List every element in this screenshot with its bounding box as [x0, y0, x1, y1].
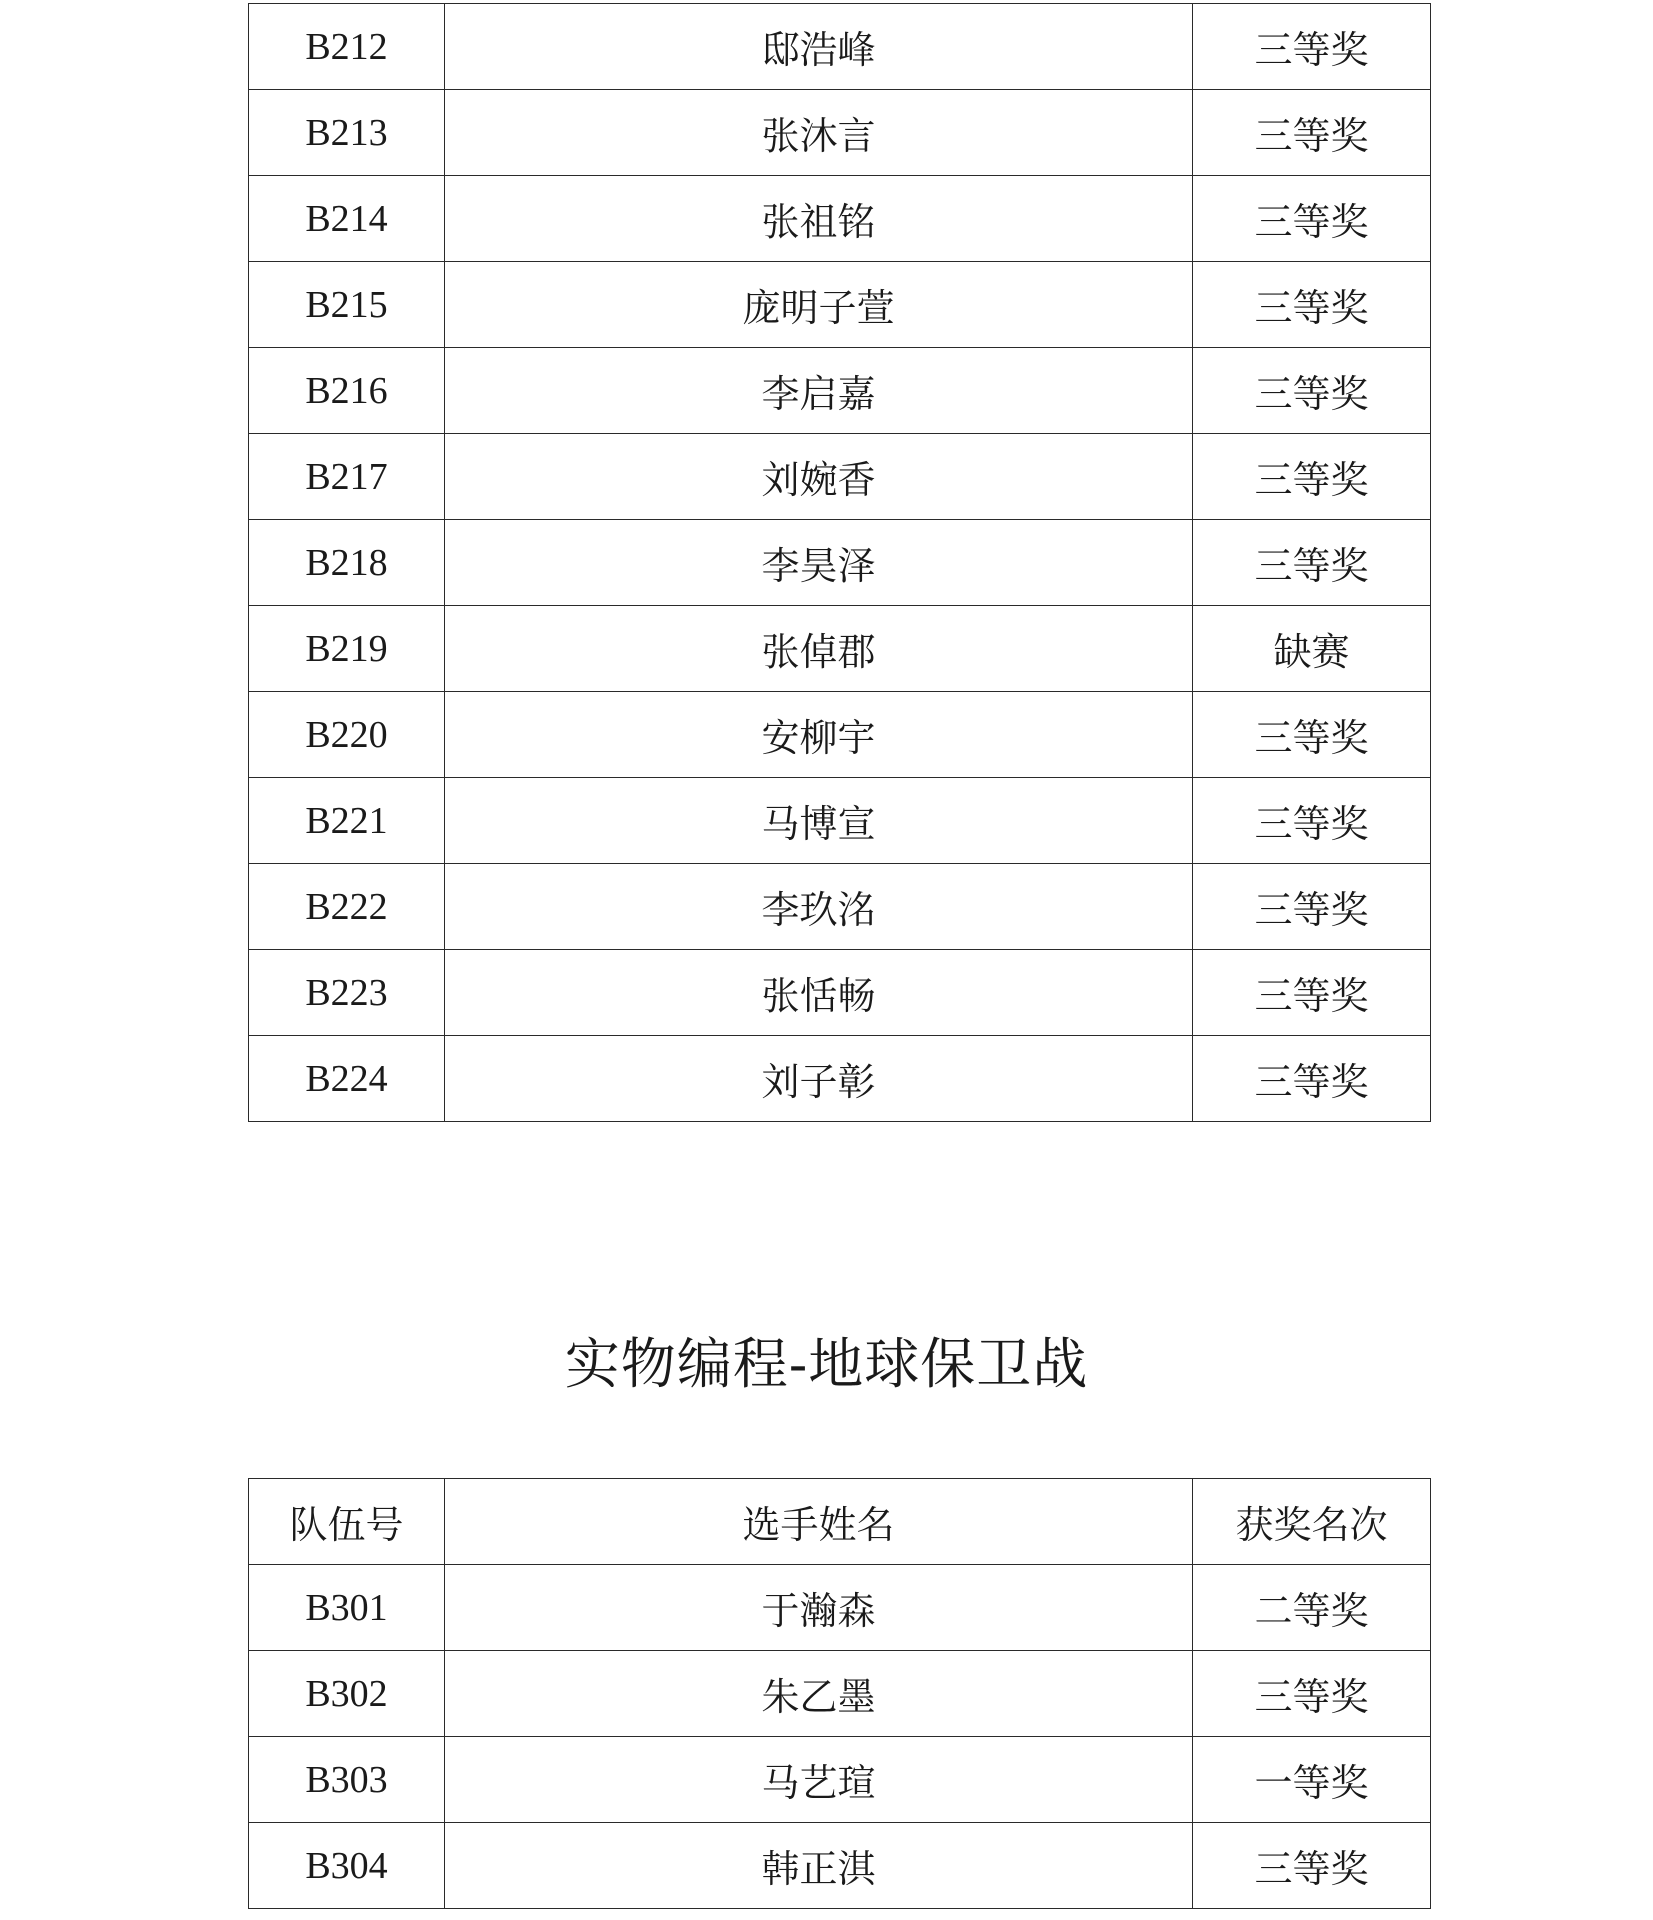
- section-title: 实物编程-地球保卫战: [564, 1332, 1089, 1396]
- team-id-cell: B221: [249, 778, 445, 864]
- team-id-cell: B301: [249, 1565, 445, 1651]
- table-row: [249, 1651, 1431, 1737]
- table-body: [249, 4, 1431, 1122]
- player-name-cell: 马艺瑄: [445, 1737, 1193, 1823]
- award-cell: 三等奖: [1193, 176, 1431, 262]
- award-cell: 一等奖: [1193, 1737, 1431, 1823]
- player-name-cell: 马博宣: [445, 778, 1193, 864]
- table-row: [249, 1565, 1431, 1651]
- award-cell: 三等奖: [1193, 262, 1431, 348]
- table-row: [249, 520, 1431, 606]
- award-cell: 三等奖: [1193, 348, 1431, 434]
- player-name-cell: 李昊泽: [445, 520, 1193, 606]
- table-row: [249, 262, 1431, 348]
- player-name-cell: 韩正淇: [445, 1823, 1193, 1909]
- award-cell: 三等奖: [1193, 90, 1431, 176]
- table-row: [249, 606, 1431, 692]
- table-row: [249, 778, 1431, 864]
- table-row: [249, 348, 1431, 434]
- team-id-cell: B303: [249, 1737, 445, 1823]
- award-cell: 二等奖: [1193, 1565, 1431, 1651]
- team-id-cell: B302: [249, 1651, 445, 1737]
- table-row: [249, 1737, 1431, 1823]
- table-row: [249, 692, 1431, 778]
- table-row: [249, 1036, 1431, 1122]
- team-id-cell: B220: [249, 692, 445, 778]
- player-name-cell: 庞明子萱: [445, 262, 1193, 348]
- player-name-cell: 李玖洺: [445, 864, 1193, 950]
- award-cell: 三等奖: [1193, 1651, 1431, 1737]
- award-cell: 三等奖: [1193, 1036, 1431, 1122]
- player-name-cell: 安柳宇: [445, 692, 1193, 778]
- table-header-row: [249, 1479, 1431, 1565]
- player-name-cell: 李启嘉: [445, 348, 1193, 434]
- table-row: [249, 90, 1431, 176]
- header-player-name: 选手姓名: [445, 1479, 1193, 1565]
- award-cell: 三等奖: [1193, 434, 1431, 520]
- table-row: [249, 434, 1431, 520]
- table-body: [249, 1479, 1431, 1909]
- player-name-cell: 于瀚森: [445, 1565, 1193, 1651]
- header-team-id: 队伍号: [249, 1479, 445, 1565]
- player-name-cell: 刘子彰: [445, 1036, 1193, 1122]
- team-id-cell: B304: [249, 1823, 445, 1909]
- table-row: [249, 950, 1431, 1036]
- player-name-cell: 张恬畅: [445, 950, 1193, 1036]
- award-cell: 三等奖: [1193, 950, 1431, 1036]
- table-row: [249, 176, 1431, 262]
- award-cell: 三等奖: [1193, 864, 1431, 950]
- award-cell: 三等奖: [1193, 692, 1431, 778]
- award-cell: 三等奖: [1193, 778, 1431, 864]
- team-id-cell: B219: [249, 606, 445, 692]
- player-name-cell: 邸浩峰: [445, 4, 1193, 90]
- team-id-cell: B216: [249, 348, 445, 434]
- player-name-cell: 张倬郡: [445, 606, 1193, 692]
- team-id-cell: B213: [249, 90, 445, 176]
- team-id-cell: B224: [249, 1036, 445, 1122]
- results-table-continued: [248, 3, 1431, 1122]
- award-cell: 三等奖: [1193, 4, 1431, 90]
- team-id-cell: B218: [249, 520, 445, 606]
- player-name-cell: 刘婉香: [445, 434, 1193, 520]
- team-id-cell: B217: [249, 434, 445, 520]
- table-row: [249, 1823, 1431, 1909]
- team-id-cell: B223: [249, 950, 445, 1036]
- team-id-cell: B212: [249, 4, 445, 90]
- team-id-cell: B222: [249, 864, 445, 950]
- header-award: 获奖名次: [1193, 1479, 1431, 1565]
- team-id-cell: B214: [249, 176, 445, 262]
- player-name-cell: 朱乙墨: [445, 1651, 1193, 1737]
- results-table: [248, 1478, 1431, 1909]
- player-name-cell: 张沐言: [445, 90, 1193, 176]
- team-id-cell: B215: [249, 262, 445, 348]
- award-cell: 三等奖: [1193, 520, 1431, 606]
- award-cell: 缺赛: [1193, 606, 1431, 692]
- player-name-cell: 张祖铭: [445, 176, 1193, 262]
- award-cell: 三等奖: [1193, 1823, 1431, 1909]
- table-row: [249, 864, 1431, 950]
- table-row: [249, 4, 1431, 90]
